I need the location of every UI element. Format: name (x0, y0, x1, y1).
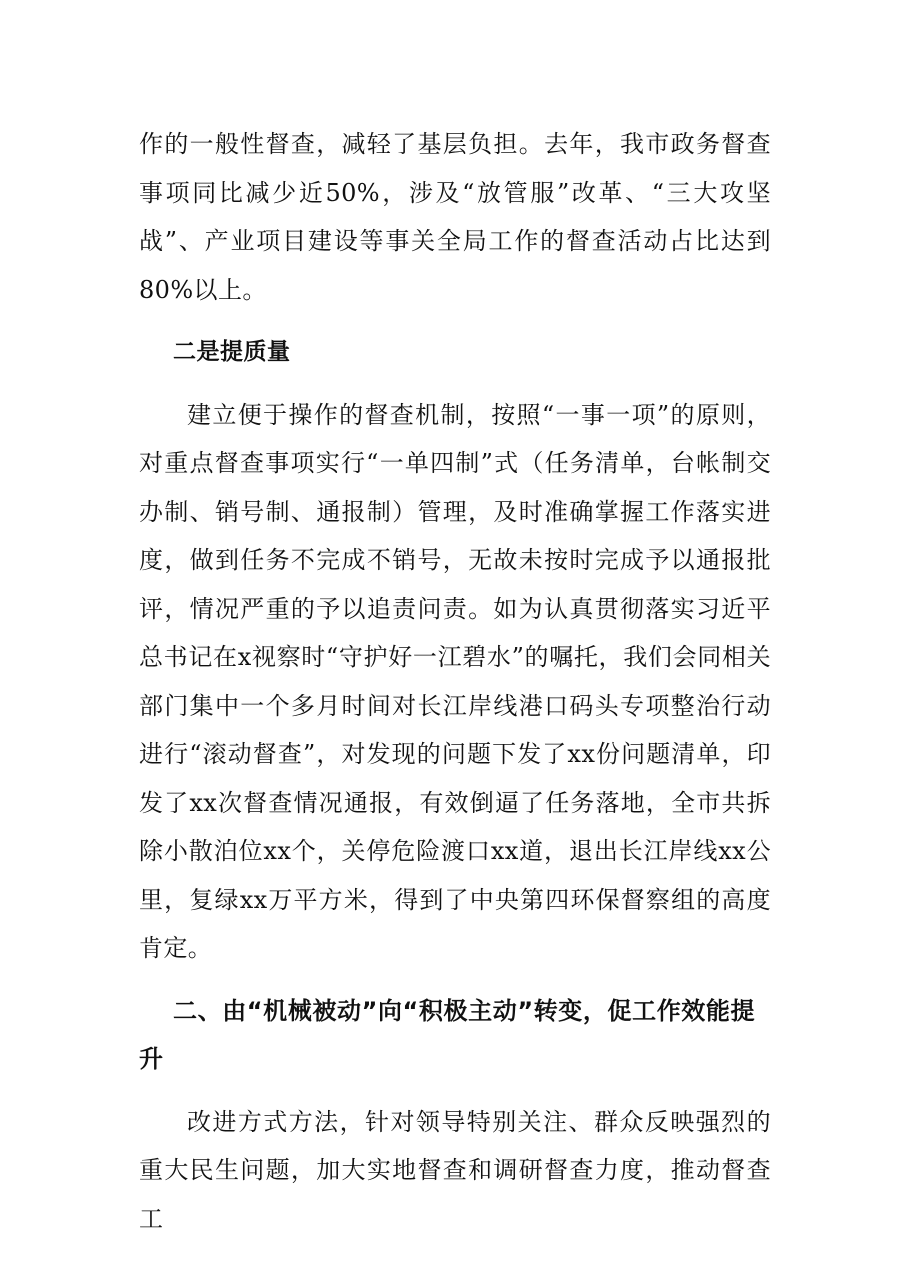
body-paragraph-2: 建立便于操作的督查机制，按照“一事一项”的原则，对重点督查事项实行“一单四制”式（任务清单，台帐制交办制、销号制、通报制）管理，及时准确掌握工作落实进度，做到任务不完成不销号，无故未按时完成予以通报批评，情况严重的予以追责问责。如为认真贯彻落实习近平总书记在x视察时“守护好一江碧水”的嘱托，我们会同相关部门集中一个多月时间对长江岸线港口码头专项整治行动进行“滚动督查”，对发现的问题下发了xx份问题清单，印发了xx次督查情况通报，有效倒逼了任务落地，全市共拆除小散泊位xx个，关停危险渡口xx道，退出长江岸线xx公里，复绿xx万平方米，得到了中央第四环保督察组的高度肯定。 (139, 400, 771, 962)
spacer (139, 377, 771, 391)
section-heading-2: 二、由“机械被动”向“积极主动”转变，促工作效能提升 (139, 996, 756, 1073)
document-page (139, 120, 771, 1243)
sub-heading-quality: 二是提质量 (173, 339, 291, 365)
body-paragraph-3: 改进方式方法，针对领导特别关注、群众反映强烈的重大民生问题，加大实地督查和调研督查力度，推动督查工 (139, 1107, 771, 1233)
body-paragraph-1: 作的一般性督查，减轻了基层负担。去年，我市政务督查事项同比减少近50%，涉及“放管服”改革、“三大攻坚战”、产业项目建设等事关全局工作的督查活动占比达到80%以上。 (139, 130, 771, 304)
spacer (139, 1084, 771, 1098)
spacer (139, 314, 771, 328)
spacer (139, 973, 771, 987)
